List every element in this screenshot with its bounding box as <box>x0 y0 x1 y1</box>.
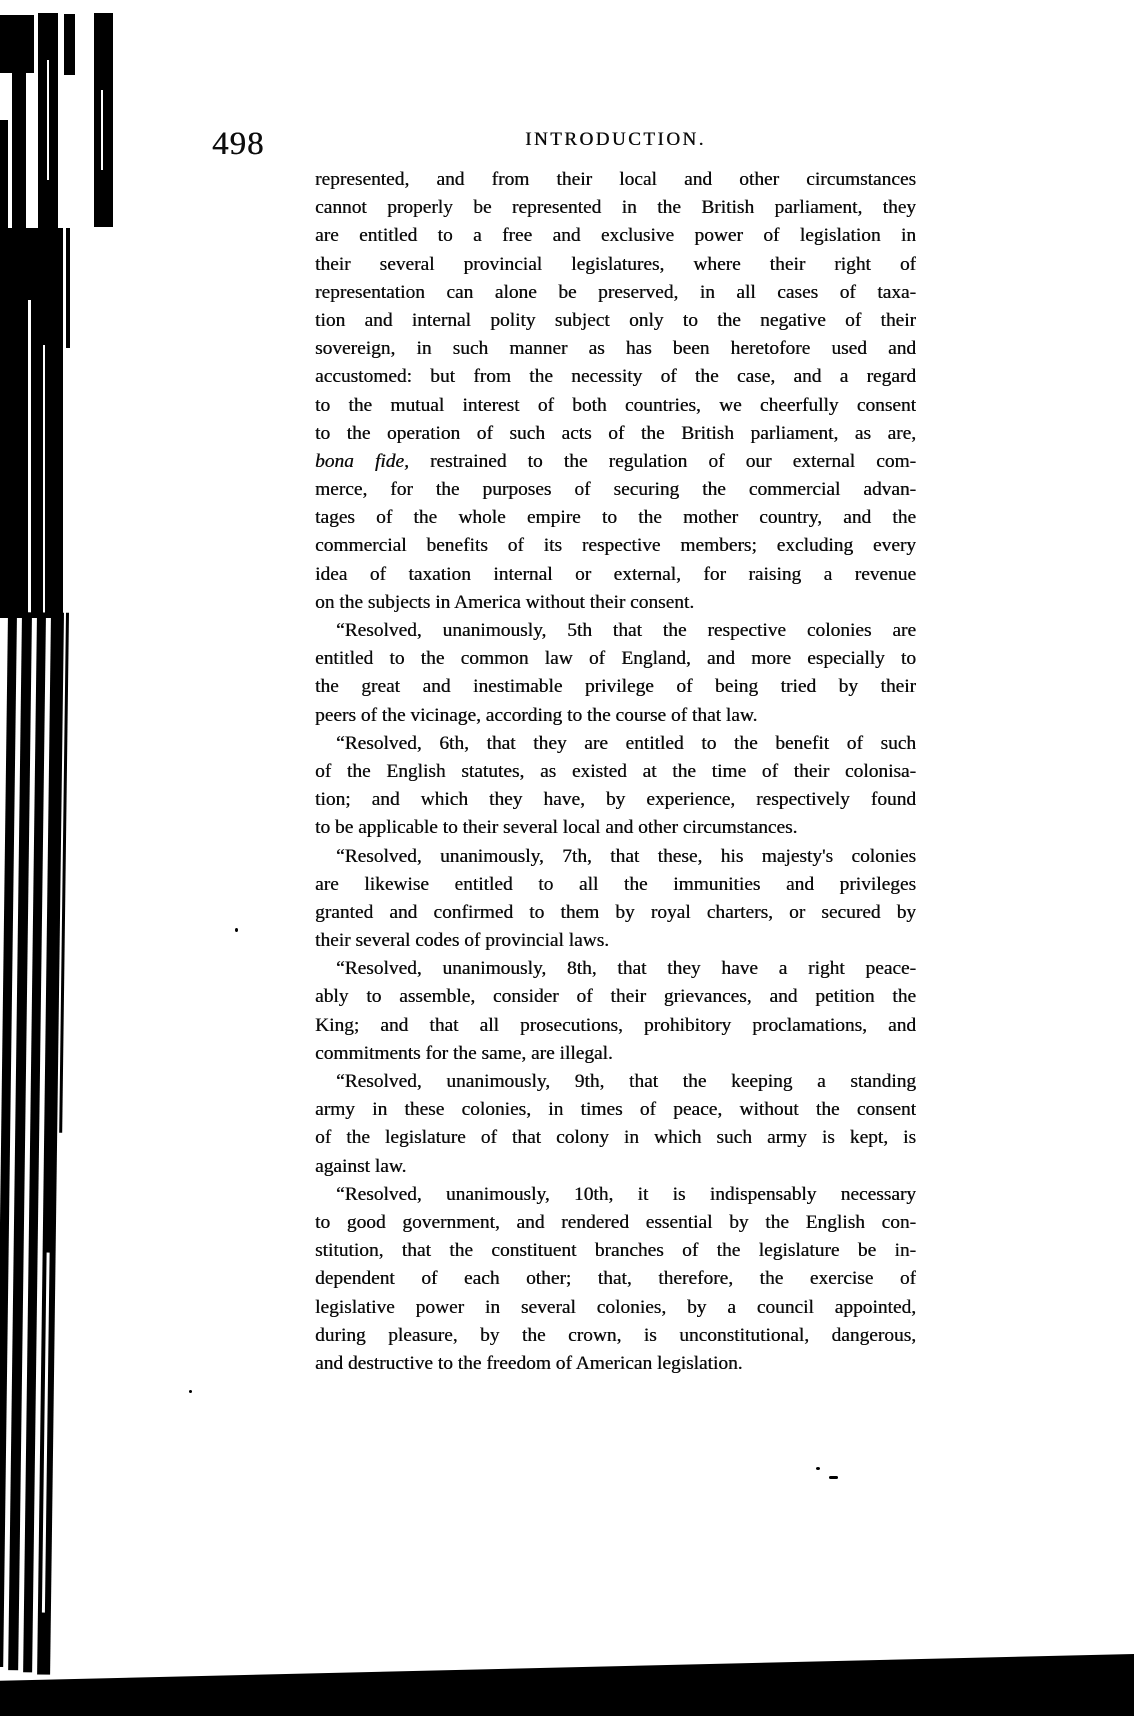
text-line: to be applicable to their several local and other circumstances. <box>315 817 798 839</box>
text-line: on the subjects in America without their consent. <box>315 591 695 613</box>
text-line: their several provincial legislatures, where their right of <box>315 253 916 275</box>
text-line: cannot properly be represented in the British parliament, they <box>315 197 916 219</box>
text-line: “Resolved, unanimously, 7th, that these, his majesty's colonies <box>336 845 916 867</box>
text-line: granted and confirmed to them by royal charters, or secured by <box>315 901 916 923</box>
text-line: ably to assemble, consider of their grievances, and petition the <box>315 986 916 1008</box>
text-line: commercial benefits of its respective members; excluding every <box>315 535 916 557</box>
text-line: to good government, and rendered essential by the English con- <box>315 1211 916 1233</box>
ink-speck <box>829 1476 838 1479</box>
ink-speck <box>235 928 238 932</box>
text-line: entitled to the common law of England, and more especially to <box>315 648 916 670</box>
text-line: King; and that all prosecutions, prohibitory proclamations, and <box>315 1014 916 1036</box>
text-line: tages of the whole empire to the mother country, and the <box>315 507 916 529</box>
text-line: are entitled to a free and exclusive power of legislation in <box>315 225 916 247</box>
text-line: of the English statutes, as existed at the time of their colonisa- <box>315 760 916 782</box>
text-line: commitments for the same, are illegal. <box>315 1042 613 1064</box>
text-line: of the legislature of that colony in which such army is kept, is <box>315 1127 916 1149</box>
text-line: “Resolved, 6th, that they are entitled to the benefit of such <box>336 732 916 754</box>
text-line: represented, and from their local and other circumstances <box>315 169 916 190</box>
text-line: legislative power in several colonies, by a council appointed, <box>315 1296 916 1318</box>
text-line: tion and internal polity subject only to the negative of their <box>315 309 916 331</box>
running-header: INTRODUCTION. <box>525 129 706 150</box>
text-line: their several codes of provincial laws. <box>315 930 609 952</box>
text-line: bona fide, restrained to the regulation of our external com- <box>315 450 916 472</box>
text-line: to the operation of such acts of the British parliament, as are, <box>315 422 916 444</box>
ink-speck <box>189 1390 192 1393</box>
text-line: “Resolved, unanimously, 9th, that the keeping a standing <box>336 1071 916 1092</box>
text-line: sovereign, in such manner as has been heretofore used and <box>315 338 916 360</box>
text-line: stitution, that the constituent branches of the legislature be in- <box>315 1240 916 1262</box>
text-line: the great and inestimable privilege of being tried by their <box>315 676 916 698</box>
text-line: “Resolved, unanimously, 10th, it is indispensably necessary <box>336 1183 916 1205</box>
body-text <box>315 166 916 1378</box>
text-line: “Resolved, unanimously, 8th, that they have a right peace- <box>336 958 916 980</box>
text-line: to the mutual interest of both countries, we cheerfully consent <box>315 394 916 416</box>
text-line: during pleasure, by the crown, is unconstitutional, dangerous, <box>315 1324 916 1346</box>
text-line: idea of taxation internal or external, for raising a revenue <box>315 563 916 585</box>
text-line: are likewise entitled to all the immunities and privileges <box>315 873 916 895</box>
scan-artifact-band <box>0 612 70 1675</box>
text-line: merce, for the purposes of securing the commercial advan- <box>315 479 916 501</box>
text-line: tion; and which they have, by experience, respectively found <box>315 789 916 811</box>
text-line: accustomed: but from the necessity of the case, and a regard <box>315 366 916 388</box>
page-number: 498 <box>212 126 265 162</box>
scan-artifact-bottom <box>0 1653 1134 1716</box>
text-line: peers of the vicinage, according to the course of that law. <box>315 704 758 726</box>
text-line: against law. <box>315 1155 407 1177</box>
text-line: dependent of each other; that, therefore, the exercise of <box>315 1268 916 1290</box>
text-line: army in these colonies, in times of peace, without the consent <box>315 1099 916 1121</box>
text-line: “Resolved, unanimously, 5th that the respective colonies are <box>336 620 916 641</box>
text-line: and destructive to the freedom of American legislation. <box>315 1352 743 1374</box>
ink-speck <box>816 1467 820 1470</box>
text-line: representation can alone be preserved, in all cases of taxa- <box>315 281 916 303</box>
